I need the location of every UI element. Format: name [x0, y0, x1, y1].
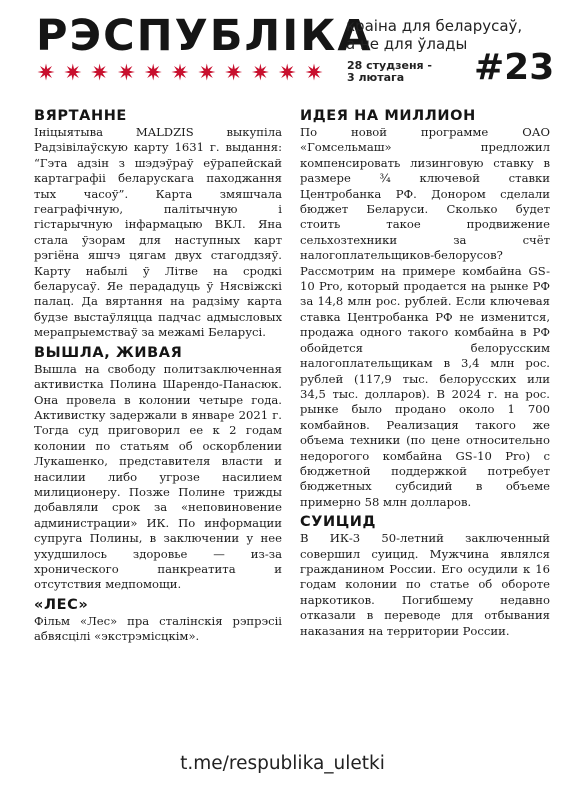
ornament-star: [252, 64, 269, 81]
article-body: Вышла на свободу политзаключенная активистка Полина Шарендо-Панасюк. Она провела в колонии четыре года. Активистку задержали в январе 2021 г. Тогда суд приговорил ее к 2 годам колонии по статьям об оскорблении Лукашенко, представителя власти и насилии либо угрозе насилием милиционеру. Позже Полине трижды добавляли срок за «неповиновение администрации» ИК. По информации супруга Полины, в заключении у нее ухудшилось здоровье — из-за хронического панкреатита и отсутствия медпомощи.: [34, 361, 282, 592]
article-body: По новой программе ОАО «Гомсельмаш» предложил компенсировать лизинговую ставку в размере ¾ ключевой ставки Центробанка РФ. Донором сделали бюджет Беларуси. Сколько будет стоить такое продвижение сельхозтехники за счёт налогоплательщиков-белорусов? Рассмотрим на примере комбайна GS-10 Pro, который продается на рынке РФ за 14,8 млн рос. рублей. Если ключевая ставка Центробанка РФ не изменится, продажа одного такого комбайна в РФ обойдется белорусским налогоплательщикам в 3,4 млн рос. рублей (117,9 тыс. белорусских или 34,5 тыс. долларов). В 2024 г. на рос. рынке было продано около 1 700 комбайнов. Реализация такого же объема техники (по цене относительно недорогого комбайна GS-10 Pro) с бюджетной поддержкой потребует бюджетных субсидий в объеме примерно 58 млн долларов.: [300, 125, 550, 509]
article-body: Фільм «Лес» пра сталінскія рэпрэсіі абвясцілі «экстрэмісцкім».: [34, 613, 282, 644]
tagline-line-2: а не для ўлады: [346, 35, 468, 53]
ornament-star: [38, 64, 55, 81]
ornament-star: [279, 64, 296, 81]
ornament-stars-icon: [36, 62, 332, 82]
newspaper-title: РЭСПУБЛІКА: [36, 11, 373, 61]
article-vyshla: [34, 345, 282, 593]
article-heading: ВЯРТАННЕ: [34, 108, 127, 124]
article-heading: ИДЕЯ НА МИЛЛИОН: [300, 108, 476, 124]
article-vyartanne: [34, 108, 282, 341]
article-heading: «ЛЕС»: [34, 596, 89, 613]
issue-dates-line-1: 28 студзеня -: [347, 59, 432, 72]
ornament-star: [145, 64, 162, 81]
article-suicid: [300, 514, 550, 639]
issue-dates-line-2: 3 лютага: [347, 71, 405, 84]
ornament-star: [198, 64, 215, 81]
left-column: [34, 108, 282, 649]
ornament-star: [225, 64, 242, 81]
article-ideya: [300, 108, 550, 510]
issue-number: #23: [474, 47, 555, 88]
article-heading: СУИЦИД: [300, 514, 377, 531]
telegram-link[interactable]: t.me/respublika_uletki: [180, 753, 385, 774]
issue-dates: [347, 60, 432, 84]
ornament-star: [91, 64, 108, 81]
ornament-star: [118, 64, 135, 81]
ornament-star: [306, 64, 323, 81]
article-les: [34, 597, 282, 645]
article-heading: ВЫШЛА, ЖИВАЯ: [34, 344, 183, 361]
ornament-star: [172, 64, 189, 81]
masthead: [36, 12, 556, 92]
article-body: В ИК-3 50-летний заключенный совершил суицид. Мужчина являлся гражданином России. Его осудили к 16 годам колонии по статье об обороте наркотиков. Погибшему недавно отказали в переводе для отбывания наказания на территории России.: [300, 531, 550, 638]
tagline-line-1: краіна для беларусаў,: [346, 17, 523, 35]
article-body: Ініцыятыва MALDZIS выкупіла Радзівілаўскую карту 1631 г. выдання: “Гэта адзін з шэдэўраў еўрапейскай картаграфіі беларускага паходжання тых часоў”. Карта змяшчала геаграфічную, палітычную і гістарычную інфармацыю ВКЛ. Яна стала ўзорам для наступных карт рэгіёна яшчэ цягам двух стагоддзяў. Карту набылі ў Літве на сродкі беларусаў. Яе перададуць ў Нясвіжскі палац. Да вяртання на радзіму карта будзе выстаўляцца падчас адмысловых мерапрыемстваў за межамі Беларусі.: [34, 125, 282, 340]
right-column: [300, 108, 550, 643]
ornament-star: [64, 64, 81, 81]
